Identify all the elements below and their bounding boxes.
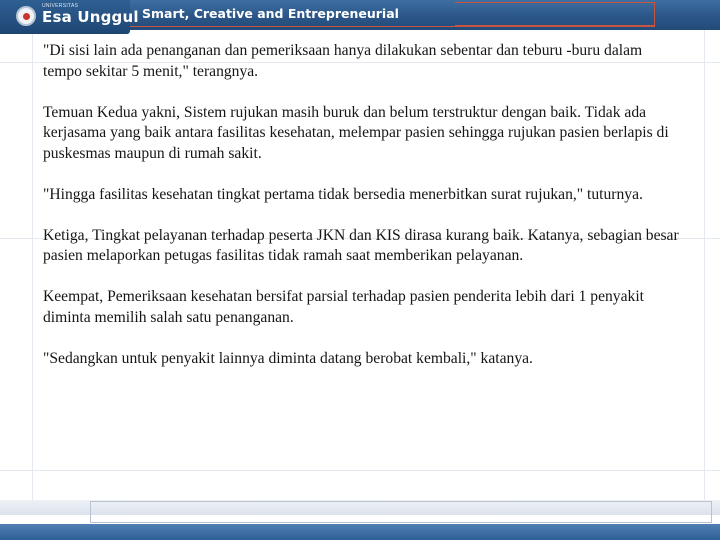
paragraph: "Di sisi lain ada penanganan dan pemeriksaan hanya dilakukan sebentar dan teburu -buru dalam tempo sekitar 5 menit," terangnya.	[43, 42, 643, 80]
logo-small-text: UNIVERSITAS	[42, 3, 79, 9]
paragraph: Ketiga, Tingkat pelayanan terhadap peserta JKN dan KIS dirasa kurang baik. Katanya, sebagian besar pasien melaporkan petugas fasilitas tidak ramah saat memberikan pelayanan.	[43, 226, 679, 264]
slide-body	[43, 41, 683, 369]
grid-line	[704, 30, 705, 500]
paragraph: Keempat, Pemeriksaan kesehatan bersifat parsial terhadap pasien penderita lebih dari 1 penyakit diminta memilih salah satu penanganan.	[43, 288, 644, 326]
header-accent-line	[130, 26, 655, 27]
footer-outline	[90, 501, 712, 523]
header-tagline: Smart, Creative and Entrepreneurial	[142, 6, 399, 21]
grid-line	[0, 470, 720, 471]
paragraph: "Hingga fasilitas kesehatan tingkat pertama tidak bersedia menerbitkan surat rujukan," tuturnya.	[43, 185, 643, 203]
header-accent-frame	[455, 2, 655, 26]
logo-emblem-icon	[16, 6, 36, 26]
footer-bar	[0, 524, 720, 540]
university-logo	[0, 0, 139, 34]
logo-text: Esa Unggul	[42, 8, 139, 26]
paragraph: Temuan Kedua yakni, Sistem rujukan masih buruk dan belum terstruktur dengan baik. Tidak ada kerjasama yang baik antara fasilitas kesehatan, melempar pasien sehingga rujukan pasien berlapis di puskesmas maupun di rumah sakit.	[43, 103, 669, 162]
paragraph: "Sedangkan untuk penyakit lainnya diminta datang berobat kembali," katanya.	[43, 349, 533, 367]
grid-line	[32, 30, 33, 500]
